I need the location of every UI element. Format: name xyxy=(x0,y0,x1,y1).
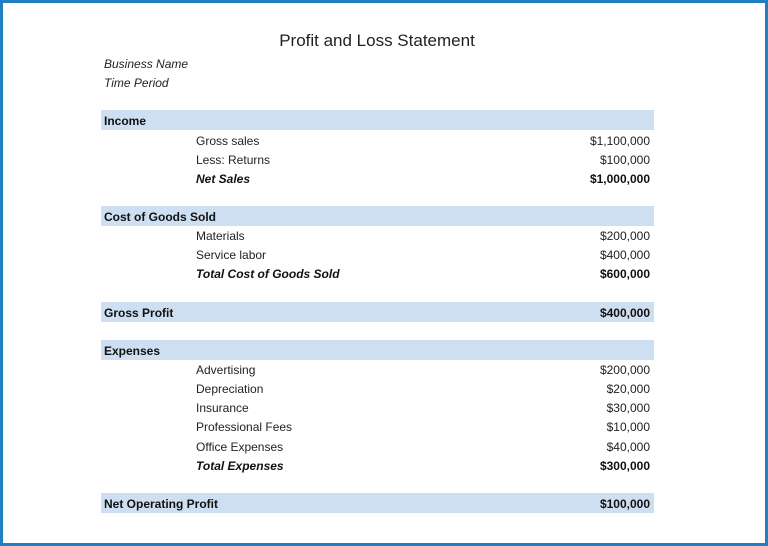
net-sales-label: Net Sales xyxy=(196,172,251,186)
income-item-amount: $100,000 xyxy=(599,153,650,167)
cogs-item-label: Materials xyxy=(196,229,245,243)
expense-item-amount: $40,000 xyxy=(606,440,650,454)
income-item-label: Gross sales xyxy=(196,134,260,148)
expense-item-label: Advertising xyxy=(196,363,256,377)
net-operating-profit-amount: $100,000 xyxy=(599,497,650,511)
total-expenses-amount: $300,000 xyxy=(599,459,650,473)
income-item-amount: $1,100,000 xyxy=(589,134,650,148)
cogs-header: Cost of Goods Sold xyxy=(104,210,216,224)
cogs-item-label: Service labor xyxy=(196,248,267,262)
total-cogs-amount: $600,000 xyxy=(599,267,650,281)
expenses-section-band xyxy=(101,340,654,360)
expense-item-label: Office Expenses xyxy=(196,440,284,454)
expense-item-amount: $200,000 xyxy=(599,363,650,377)
cogs-item-amount: $400,000 xyxy=(599,248,650,262)
gross-profit-band xyxy=(101,302,654,322)
income-item-label: Less: Returns xyxy=(196,153,271,167)
income-section-band xyxy=(101,110,654,130)
total-expenses-label: Total Expenses xyxy=(196,459,284,473)
expense-item-amount: $30,000 xyxy=(606,401,650,415)
income-header: Income xyxy=(104,114,147,128)
time-period: Time Period xyxy=(104,76,169,90)
business-name: Business Name xyxy=(104,57,189,71)
gross-profit-label: Gross Profit xyxy=(104,306,174,320)
net-sales-amount: $1,000,000 xyxy=(589,172,650,186)
net-operating-profit-label: Net Operating Profit xyxy=(104,497,219,511)
expenses-header: Expenses xyxy=(104,344,161,358)
statement-title: Profit and Loss Statement xyxy=(279,31,475,50)
expense-item-amount: $20,000 xyxy=(606,382,650,396)
expense-item-amount: $10,000 xyxy=(606,420,650,434)
expense-item-label: Insurance xyxy=(196,401,249,415)
gross-profit-amount: $400,000 xyxy=(599,306,650,320)
cogs-item-amount: $200,000 xyxy=(599,229,650,243)
expense-item-label: Professional Fees xyxy=(196,420,293,434)
expense-item-label: Depreciation xyxy=(196,382,264,396)
total-cogs-label: Total Cost of Goods Sold xyxy=(196,267,340,281)
